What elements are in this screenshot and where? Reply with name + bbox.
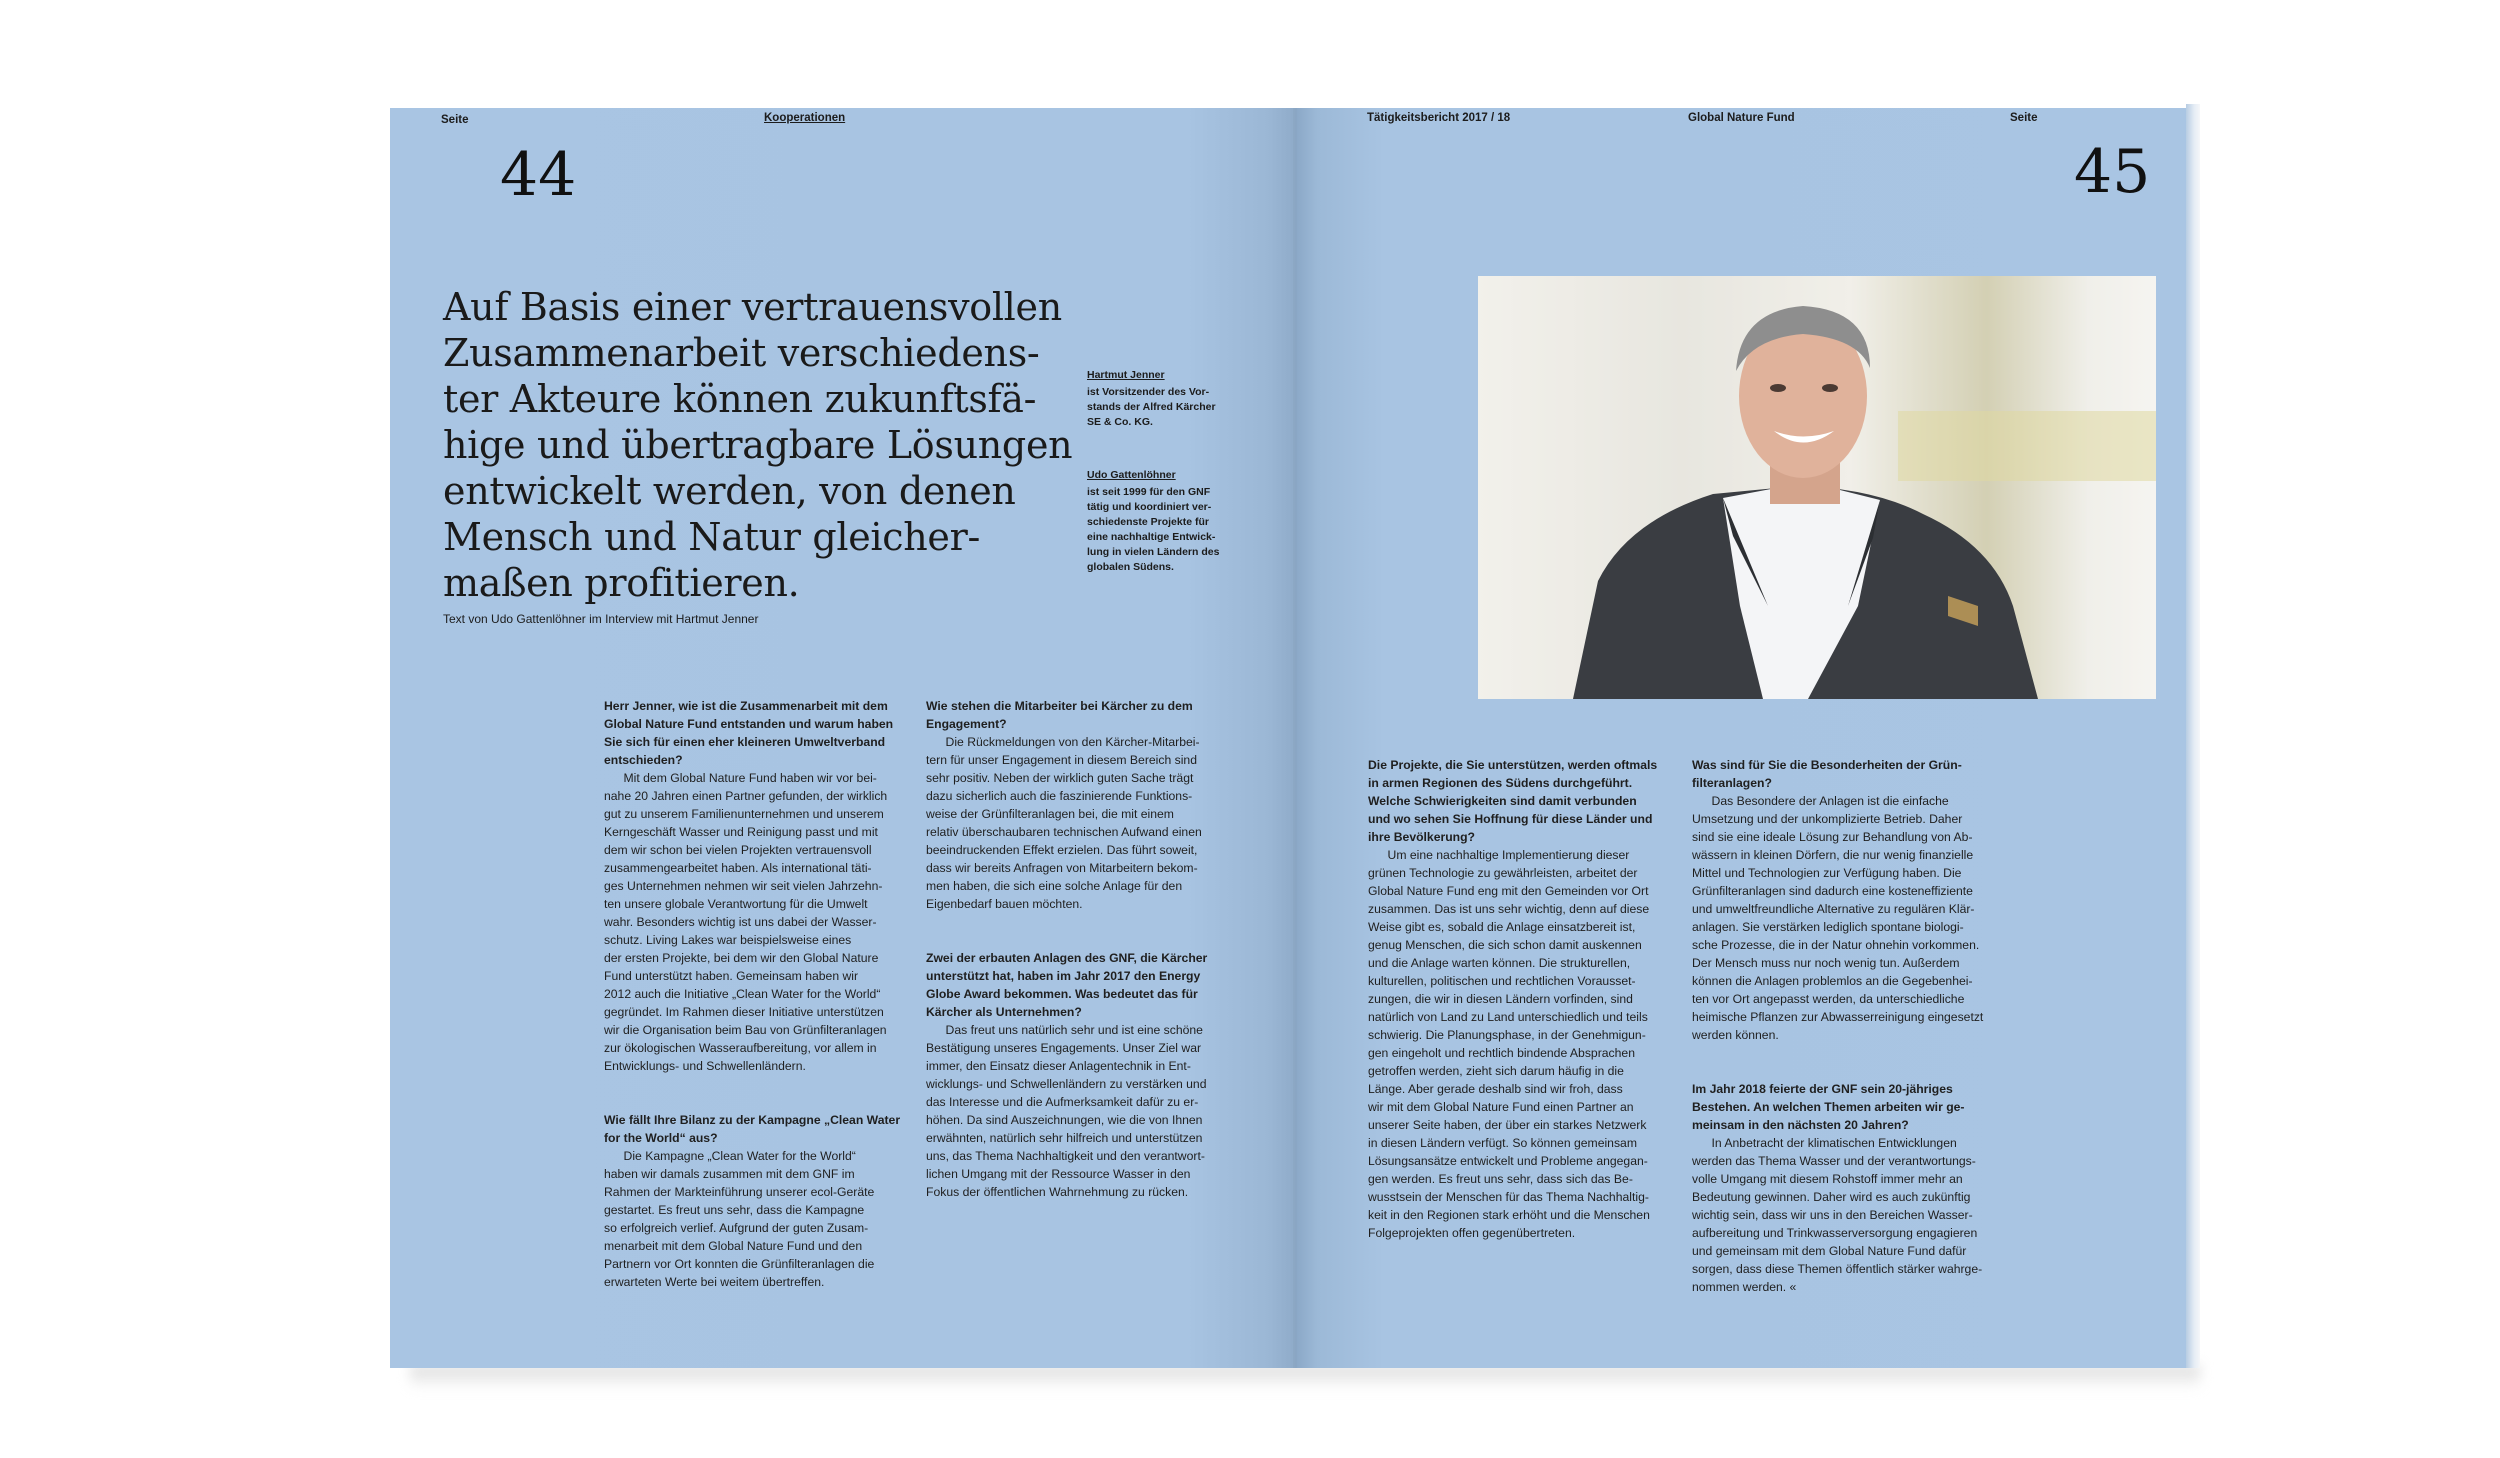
bio-line: eine nachhaltige Entwick- <box>1087 531 1216 543</box>
magazine-shadow <box>410 1365 2200 1389</box>
headline-line: entwickelt werden, von denen <box>443 469 1016 513</box>
column-1 <box>604 697 924 1291</box>
bio-line: schiedenste Projekte für <box>1087 516 1209 528</box>
report-label: Tätigkeitsbericht 2017 / 18 <box>1367 112 1511 124</box>
page-number-left: 44 <box>500 140 577 210</box>
question: Herr Jenner, wie ist die Zusammenarbeit mit dem Global Nature Fund entstanden und warum haben Sie sich für einen eher kleineren Umweltverband entschieden? <box>604 699 894 767</box>
question: Zwei der erbauten Anlagen des GNF, die Kärcher unterstützt hat, haben im Jahr 2017 den Energy Globe Award bekommen. Was bedeutet das für Kärcher als Unternehmen? <box>926 951 1208 1019</box>
answer: Die Rückmeldungen von den Kärcher-Mitarbei- tern für unser Engagement in diesem Bereich sind sehr positiv. Neben der wirklich guten Sache trägt dazu sicherlich auch die faszinierende Funktions- weise der Grünfilteranlagen bei, die mit einem relativ überschaubaren technischen Aufwand einen beeindruckenden Effekt erzielen. Das führt soweit, dass wir bereits Anfragen von Mitarbeitern bekom- men haben, die sich eine solche Anlage für den Eigenbedarf bauen möchten. <box>926 735 1202 911</box>
headline-line: Zusammenarbeit verschiedens- <box>443 331 1040 375</box>
column-4 <box>1692 756 2017 1296</box>
question: Was sind für Sie die Besonderheiten der Grün- filteranlagen? <box>1692 758 1962 790</box>
portrait-illustration <box>1478 276 2156 699</box>
org-label: Global Nature Fund <box>1688 112 1795 124</box>
headline-line: Mensch und Natur gleicher- <box>443 515 981 559</box>
bio-name: Udo Gattenlöhner <box>1087 469 1176 481</box>
spine-gutter <box>1293 108 1297 1368</box>
headline <box>443 284 1083 606</box>
article-credit: Text von Udo Gattenlöhner im Interview mit Hartmut Jenner <box>443 612 759 626</box>
question: Wie stehen die Mitarbeiter bei Kärcher zu dem Engagement? <box>926 699 1193 731</box>
column-3 <box>1368 756 1688 1242</box>
answer: Die Kampagne „Clean Water for the World“ haben wir damals zusammen mit dem GNF im Rahmen der Markteinführung unserer ecol-Geräte gestartet. Es freut uns sehr, dass die Kampagne so erfolgreich verlief. Aufgrund der guten Zusam- menarbeit mit dem Global Nature Fund und den Partnern vor Ort konnten die Grünfilteranlagen die erwarteten Werte bei weitem übertreffen. <box>604 1149 875 1289</box>
question: Im Jahr 2018 feierte der GNF sein 20-jähriges Bestehen. An welchen Themen arbeiten wir ge- meinsam in den nächsten 20 Jahren? <box>1692 1082 1965 1132</box>
portrait-photo <box>1478 276 2156 699</box>
question: Wie fällt Ihre Bilanz zu der Kampagne „Clean Water for the World“ aus? <box>604 1113 901 1145</box>
page-number-right: 45 <box>2074 137 2151 207</box>
headline-line: Auf Basis einer vertrauensvollen <box>443 285 1062 329</box>
bio-name: Hartmut Jenner <box>1087 369 1165 381</box>
bio-line: ist seit 1999 für den GNF <box>1087 486 1211 498</box>
answer: Das Besondere der Anlagen ist die einfache Umsetzung und der unkomplizierte Betrieb. Daher sind sie eine ideale Lösung zur Behandlung von Ab- wässern in kleinen Dörfern, die nur wenig finanzielle Mittel und Technologien zur Verfügung haben. Die Grünfilteranlagen sind dadurch eine kosteneffiziente und umweltfreundliche Alternative zu regulären Klär- anlagen. Sie verstärken lediglich spontane biologi- sche Prozesse, die in der Natur ohnehin vorkommen. Der Mensch muss nur noch wenig tun. Außerdem können die Anlagen problemlos an die Gegebenhei- ten vor Ort angepasst werden, da unterschiedliche heimische Pflanzen zur Abwasserreinigung eingesetzt werden können. <box>1692 794 1984 1042</box>
answer: Um eine nachhaltige Implementierung dieser grünen Technologie zu gewährleisten, arbeitet der Global Nature Fund eng mit den Gemeinden vor Ort zusammen. Das ist uns sehr wichtig, denn auf diese Weise gibt es, sobald die Anlage einsatzbereit ist, genug Menschen, die sich schon damit auskennen und die Anlage warten können. Die strukturellen, kulturellen, politischen und rechtlichen Vorausset- zungen, die wir in diesen Ländern vorfinden, sind natürlich von Land zu Land unterschiedlich und teils schwierig. Die Planungsphase, in der Genehmigun- gen eingeholt und rechtlich bindende Absprachen getroffen werden, zieht sich darum häufig in die Länge. Aber gerade deshalb sind wir froh, dass wir mit dem Global Nature Fund einen Partner an unserer Seite haben, der über ein starkes Netzwerk in diesen Ländern verfügt. So können gemeinsam Lösungsansätze entwickelt und Probleme angegan- gen werden. Es freut uns sehr, dass sich das Be- wusstsein der Menschen für das Thema Nachhaltig- keit in den Regionen stark erhöht und die Menschen Folgeprojekten offen gegenübertreten. <box>1368 848 1650 1240</box>
headline-line: hige und übertragbare Lösungen <box>443 423 1073 467</box>
bio-line: ist Vorsitzender des Vor- <box>1087 386 1210 398</box>
page-edge <box>2186 104 2200 1368</box>
bio-line: lung in vielen Ländern des <box>1087 546 1220 558</box>
bio-hartmut-jenner <box>1087 368 1247 430</box>
answer: Mit dem Global Nature Fund haben wir vor bei- nahe 20 Jahren einen Partner gefunden, der wirklich gut zu unserem Familienunternehmen und unserem Kerngeschäft Wasser und Reinigung passt und mit dem wir schon bei vielen Projekten vertrauensvoll zusammengearbeitet haben. Als international täti- ges Unternehmen nehmen wir seit vielen Jahrzehn- ten unsere globale Verantwortung für die Umwelt wahr. Besonders wichtig ist uns dabei der Wasser- schutz. Living Lakes war beispielsweise eines der ersten Projekte, bei dem wir den Global Nature Fund unterstützt haben. Gemeinsam haben wir 2012 auch die Initiative „Clean Water for the World“ gegründet. Im Rahmen dieser Initiative unterstützen wir die Organisation beim Bau von Grünfilteranlagen zur ökologischen Wasseraufbereitung, vor allem in Entwicklungs- und Schwellenländern. <box>604 771 888 1073</box>
seite-label-left: Seite <box>441 114 469 126</box>
answer: In Anbetracht der klimatischen Entwicklungen werden das Thema Wasser und der verantwortungs- volle Umgang mit diesem Rohstoff immer mehr an Bedeutung gewinnen. Daher wird es auch zukünftig wichtig sein, dass wir uns in den Bereichen Wasser- aufbereitung und Trinkwasserversorgung engagieren und gemeinsam mit dem Global Nature Fund dafür sorgen, dass diese Themen öffentlich stärker wahrge- nommen werden. « <box>1692 1136 1983 1294</box>
bio-udo-gattenloehner <box>1087 468 1247 575</box>
bio-line: SE & Co. KG. <box>1087 416 1153 428</box>
bio-line: stands der Alfred Kärcher <box>1087 401 1216 413</box>
section-label: Kooperationen <box>764 112 846 124</box>
bio-line: tätig und koordiniert ver- <box>1087 501 1212 513</box>
question: Die Projekte, die Sie unterstützen, werden oftmals in armen Regionen des Südens durchgeführt. Welche Schwierigkeiten sind damit verbunden und wo sehen Sie Hoffnung für diese Länder und ihre Bevölkerung? <box>1368 758 1658 844</box>
column-2 <box>926 697 1246 1201</box>
headline-line: ter Akteure können zukunftsfä- <box>443 377 1037 421</box>
seite-label-right: Seite <box>2010 112 2038 124</box>
headline-line: maßen profitieren. <box>443 561 800 605</box>
answer: Das freut uns natürlich sehr und ist eine schöne Bestätigung unseres Engagements. Unser Ziel war immer, den Einsatz dieser Anlagentechnik in Ent- wicklungs- und Schwellenländern zu verstärken und das Interesse und die Aufmerksamkeit dafür zu er- höhen. Da sind Auszeichnungen, wie die von Ihnen erwähnten, natürlich sehr hilfreich und unterstützen uns, das Thema Nachhaltigkeit und den verantwort- lichen Umgang mit der Ressource Wasser in den Fokus der öffentlichen Wahrnehmung zu rücken. <box>926 1023 1207 1199</box>
bio-line: globalen Südens. <box>1087 561 1174 573</box>
